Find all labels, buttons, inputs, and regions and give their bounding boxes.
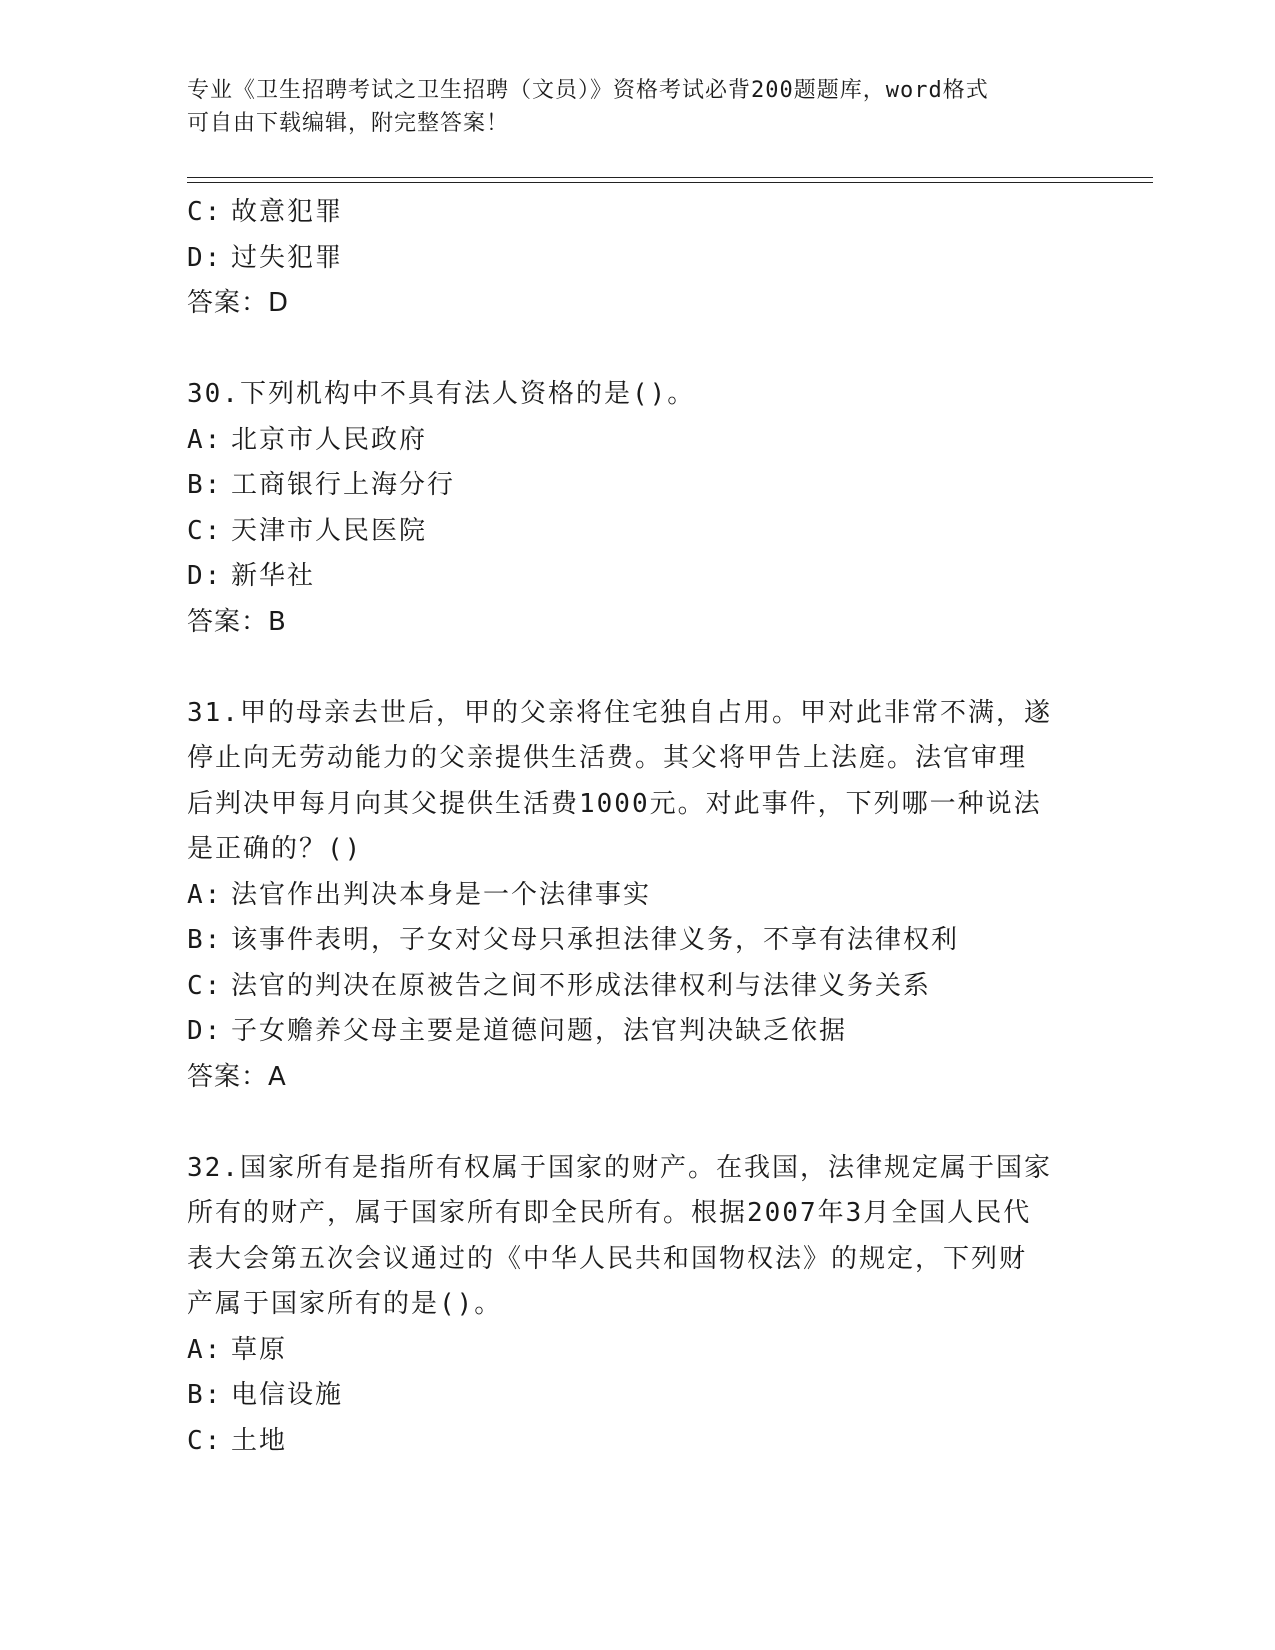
header-line-1: 专业《卫生招聘考试之卫生招聘（文员）》资格考试必背200题题库，word格式 bbox=[187, 78, 989, 103]
question-stem: 产属于国家所有的是()。 bbox=[187, 1289, 503, 1319]
option-key: A: bbox=[187, 879, 223, 910]
question-stem: 32.国家所有是指所有权属于国家的财产。在我国，法律规定属于国家 bbox=[187, 1152, 1052, 1183]
question-stem: 所有的财产，属于国家所有即全民所有。根据2007年3月全国人民代 bbox=[187, 1198, 1032, 1228]
answer-label: 答案：D bbox=[187, 288, 290, 318]
option-key: C: bbox=[187, 970, 223, 1001]
option-key: B: bbox=[187, 1380, 223, 1410]
option-key: A: bbox=[187, 424, 223, 455]
question-32 bbox=[187, 1146, 1087, 1465]
option-d bbox=[187, 554, 1087, 600]
option-text: 故意犯罪 bbox=[231, 197, 344, 227]
option-text: 电信设施 bbox=[231, 1380, 344, 1410]
option-key: C: bbox=[187, 515, 223, 546]
option-text: 土地 bbox=[231, 1425, 288, 1456]
option-key: D: bbox=[187, 1016, 223, 1046]
header-rule-top bbox=[187, 177, 1153, 178]
option-c bbox=[187, 1419, 1087, 1465]
question-stem: 停止向无劳动能力的父亲提供生活费。其父将甲告上法庭。法官审理 bbox=[187, 743, 1028, 773]
option-text: 法官的判决在原被告之间不形成法律权利与法律义务关系 bbox=[231, 970, 932, 1001]
option-d bbox=[187, 236, 1087, 282]
option-text: 工商银行上海分行 bbox=[231, 470, 456, 500]
question-30 bbox=[187, 372, 1087, 645]
question-stem: 30.下列机构中不具有法人资格的是()。 bbox=[187, 379, 696, 409]
option-text: 子女赡养父母主要是道德问题，法官判决缺乏依据 bbox=[231, 1016, 848, 1046]
option-text: 该事件表明，子女对父母只承担法律义务，不享有法律权利 bbox=[231, 925, 960, 955]
option-b bbox=[187, 1373, 1087, 1419]
answer-label: 答案：B bbox=[187, 606, 287, 637]
question-list bbox=[187, 190, 1087, 1464]
option-text: 新华社 bbox=[231, 561, 316, 591]
option-key: C: bbox=[187, 1425, 223, 1456]
option-text: 天津市人民医院 bbox=[231, 515, 428, 546]
question-stem: 后判决甲每月向其父提供生活费1000元。对此事件，下列哪一种说法 bbox=[187, 788, 1042, 819]
option-key: C: bbox=[187, 197, 223, 227]
option-text: 过失犯罪 bbox=[231, 242, 344, 273]
spacer bbox=[187, 1100, 1087, 1146]
option-a bbox=[187, 1328, 1087, 1374]
option-key: A: bbox=[187, 1334, 223, 1365]
option-text: 北京市人民政府 bbox=[231, 424, 428, 455]
option-c bbox=[187, 509, 1087, 555]
question-stem: 31.甲的母亲去世后，甲的父亲将住宅独自占用。甲对此非常不满，遂 bbox=[187, 697, 1052, 728]
option-key: B: bbox=[187, 470, 223, 500]
option-d bbox=[187, 1009, 1087, 1055]
document-header bbox=[187, 74, 1087, 140]
option-c bbox=[187, 964, 1087, 1010]
spacer bbox=[187, 645, 1087, 691]
question-stem: 是正确的？() bbox=[187, 834, 363, 864]
option-a bbox=[187, 418, 1087, 464]
option-b bbox=[187, 918, 1087, 964]
header-rule-bottom bbox=[187, 182, 1153, 183]
option-key: D: bbox=[187, 242, 223, 273]
option-a bbox=[187, 873, 1087, 919]
spacer bbox=[187, 327, 1087, 373]
answer-label: 答案：A bbox=[187, 1061, 287, 1092]
option-key: D: bbox=[187, 561, 223, 591]
option-b bbox=[187, 463, 1087, 509]
question-31 bbox=[187, 691, 1087, 1101]
header-line-2: 可自由下载编辑，附完整答案！ bbox=[187, 111, 510, 136]
option-text: 草原 bbox=[231, 1334, 288, 1365]
question-stem: 表大会第五次会议通过的《中华人民共和国物权法》的规定，下列财 bbox=[187, 1243, 1028, 1274]
option-c bbox=[187, 190, 1087, 236]
option-text: 法官作出判决本身是一个法律事实 bbox=[231, 879, 652, 910]
question-29-tail bbox=[187, 190, 1087, 327]
option-key: B: bbox=[187, 925, 223, 955]
